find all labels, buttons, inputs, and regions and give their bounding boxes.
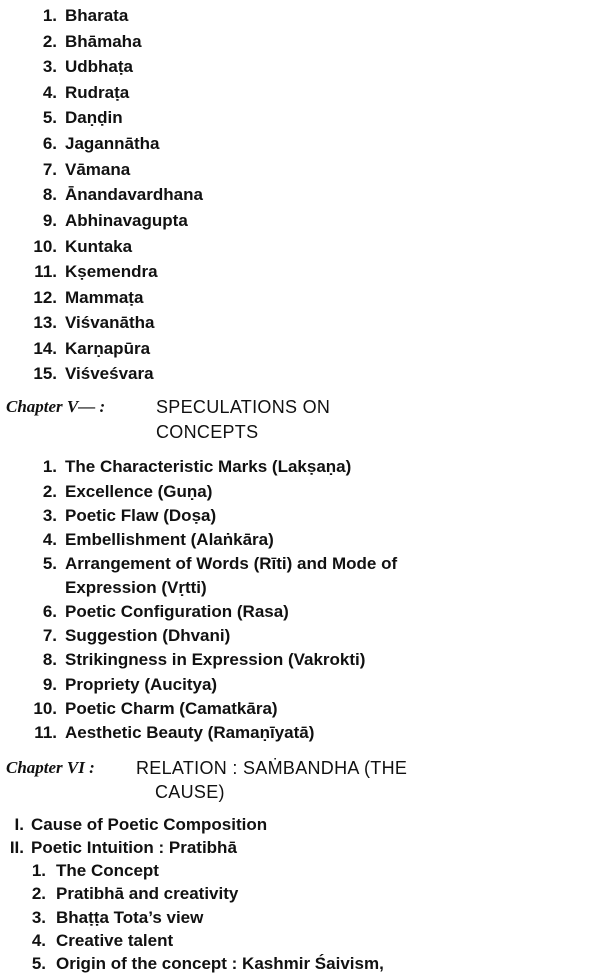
- item-text: Origin of the concept : Kashmir Śaivism,: [56, 954, 384, 973]
- item-number: 12.: [33, 288, 57, 307]
- item-text: Udbhaṭa: [65, 57, 133, 76]
- item-number: 5.: [42, 554, 57, 573]
- item-number: 14.: [33, 339, 57, 358]
- item-number: 3.: [42, 57, 57, 76]
- chapter-title-line-1: SPECULATIONS ON: [156, 397, 331, 417]
- item-number: 2.: [31, 884, 46, 903]
- chapter-label: Chapter V— :: [6, 397, 106, 416]
- item-number: 4.: [42, 83, 57, 102]
- item-number: 6.: [42, 134, 57, 153]
- item-number: 11.: [34, 262, 57, 281]
- item-text: Excellence (Guṇa): [65, 482, 213, 501]
- item-text: The Concept: [56, 861, 159, 880]
- item-number: 5.: [31, 954, 46, 973]
- item-text: Pratibhā and creativity: [56, 884, 239, 903]
- item-number: 8.: [42, 650, 57, 669]
- item-text: Mammaṭa: [65, 288, 144, 307]
- item-text: Strikingness in Expression (Vakrokti): [65, 650, 366, 669]
- item-number: 11.: [34, 723, 57, 742]
- item-text: Kuntaka: [65, 237, 133, 256]
- item-text: Karṇapūra: [65, 339, 151, 358]
- item-number: 3.: [31, 908, 46, 927]
- item-text: Kṣemendra: [65, 262, 158, 281]
- chapter-title-line-2: CAUSE): [155, 782, 225, 802]
- chapter-title-line-2: CONCEPTS: [156, 422, 259, 442]
- item-number: 6.: [42, 602, 57, 621]
- item-number: 1.: [31, 861, 46, 880]
- item-number: 5.: [42, 108, 57, 127]
- item-text: Creative talent: [56, 931, 174, 950]
- item-number: 7.: [42, 626, 57, 645]
- item-text: Embellishment (Alaṅkāra): [65, 530, 274, 549]
- item-text: Cause of Poetic Composition: [31, 815, 268, 834]
- item-text: Bharata: [65, 6, 129, 25]
- item-text: Vāmana: [65, 160, 131, 179]
- item-text: The Characteristic Marks (Lakṣaṇa): [65, 457, 352, 476]
- item-number: 13.: [33, 313, 57, 332]
- item-number: 7.: [42, 160, 57, 179]
- chapter-title-line-1: RELATION : SAṀBANDHA (THE: [136, 758, 408, 778]
- item-text: Rudraṭa: [65, 83, 130, 102]
- item-text: Bhāmaha: [65, 32, 142, 51]
- item-number: 2.: [42, 482, 57, 501]
- item-number: I.: [14, 815, 24, 834]
- item-number: 1.: [42, 6, 57, 25]
- item-number: 8.: [42, 185, 57, 204]
- item-number: 4.: [31, 931, 46, 950]
- item-number: 3.: [42, 506, 57, 525]
- item-text: Viśvanātha: [65, 313, 155, 332]
- item-number: 15.: [33, 364, 57, 383]
- item-text: Ānandavardhana: [65, 185, 203, 204]
- item-text: Suggestion (Dhvani): [65, 626, 231, 645]
- item-number: 10.: [33, 699, 57, 718]
- item-text: Poetic Charm (Camatkāra): [65, 699, 278, 718]
- item-text: Viśveśvara: [65, 364, 154, 383]
- item-text: Jagannātha: [65, 134, 160, 153]
- item-text: Abhinavagupta: [65, 211, 188, 230]
- item-text: Expression (Vṛtti): [65, 578, 207, 597]
- item-number: 4.: [42, 530, 57, 549]
- item-number: 10.: [33, 237, 57, 256]
- item-number: II.: [9, 838, 24, 857]
- item-text: Propriety (Aucitya): [65, 675, 218, 694]
- item-text: Arrangement of Words (Rīti) and Mode of: [65, 554, 398, 573]
- item-text: Aesthetic Beauty (Ramaṇīyatā): [65, 723, 315, 742]
- item-number: 1.: [42, 457, 57, 476]
- item-text: Poetic Intuition : Pratibhā: [31, 838, 237, 857]
- item-text: Daṇḍin: [65, 108, 123, 127]
- item-number: 2.: [42, 32, 57, 51]
- item-text: Bhaṭṭa Tota’s view: [56, 908, 204, 927]
- item-number: 9.: [42, 211, 57, 230]
- item-text: Poetic Configuration (Rasa): [65, 602, 289, 621]
- item-number: 9.: [42, 675, 57, 694]
- chapter-label: Chapter VI :: [6, 758, 95, 777]
- item-text: Poetic Flaw (Doṣa): [65, 506, 217, 525]
